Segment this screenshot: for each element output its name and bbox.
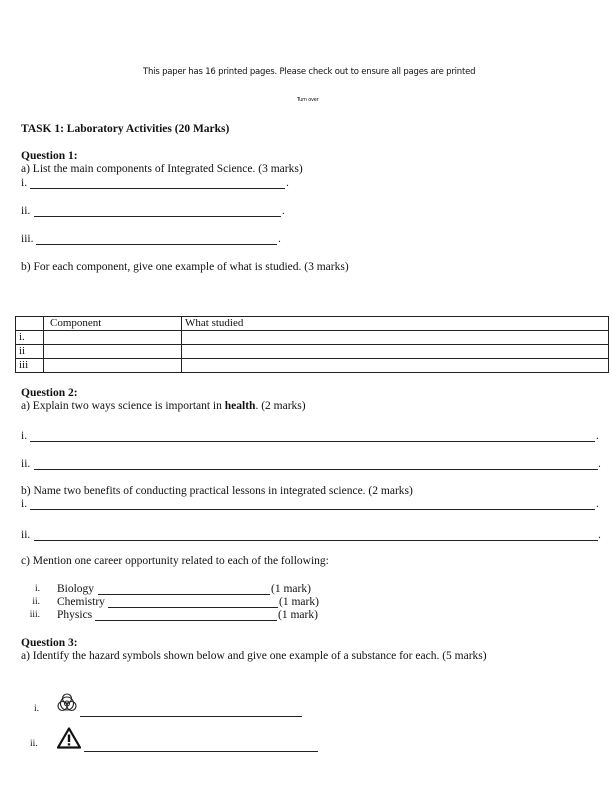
warning-triangle-icon xyxy=(57,727,81,749)
career-line-physics[interactable] xyxy=(95,620,277,621)
row-label: i. xyxy=(16,331,44,345)
q1-answer-line-i[interactable] xyxy=(30,188,285,189)
q2c-text: c) Mention one career opportunity related to each of the following: xyxy=(21,555,329,567)
q1-answer-line-iii[interactable] xyxy=(36,244,277,245)
table-row xyxy=(16,359,609,373)
q1-answer-line-ii[interactable] xyxy=(34,216,281,217)
q2b-label-i: i. xyxy=(21,498,28,510)
q1-label-iii: iii. xyxy=(21,233,34,245)
career-num: iii. xyxy=(29,610,40,620)
table-row xyxy=(16,345,609,359)
career-num: ii. xyxy=(32,597,40,607)
period: . xyxy=(598,529,601,541)
table-header-row xyxy=(16,317,609,331)
q2b-answer-line-ii[interactable] xyxy=(34,540,598,541)
studied-cell[interactable] xyxy=(182,359,609,373)
q2-title: Question 2: xyxy=(21,387,78,399)
career-mark: (1 mark) xyxy=(278,609,318,621)
q2b-text: b) Name two benefits of conducting practical lessons in integrated science. (2 marks) xyxy=(21,485,413,497)
career-subject-biology: Biology xyxy=(57,583,95,595)
q3-title: Question 3: xyxy=(21,637,78,649)
studied-cell[interactable] xyxy=(182,331,609,345)
career-num: i. xyxy=(34,584,40,594)
q2b-label-ii: ii. xyxy=(21,529,31,541)
q1-label-i: i. xyxy=(21,177,28,189)
career-mark: (1 mark) xyxy=(279,596,319,608)
q2a-answer-line-ii[interactable] xyxy=(34,469,598,470)
row-label: ii xyxy=(16,345,44,359)
q3a-text: a) Identify the hazard symbols shown below and give one example of a substance for each. (5 marks) xyxy=(21,650,487,662)
career-subject-chemistry: Chemistry xyxy=(57,596,105,608)
q1-label-ii: ii. xyxy=(21,205,31,217)
component-cell[interactable] xyxy=(44,359,182,373)
q2a-answer-line-i[interactable] xyxy=(30,441,595,442)
period: . xyxy=(596,498,599,510)
row-label: iii xyxy=(16,359,44,373)
hazard-answer-line-i[interactable] xyxy=(80,716,302,717)
period: . xyxy=(598,458,601,470)
q2a-pre: a) Explain two ways science is important in xyxy=(21,400,225,412)
period: . xyxy=(278,233,281,245)
q2a-text xyxy=(21,400,306,413)
q1-title: Question 1: xyxy=(21,150,78,162)
header-what-studied: What studied xyxy=(182,317,609,331)
q2a-post: . (2 marks) xyxy=(255,400,306,412)
career-line-biology[interactable] xyxy=(98,594,270,595)
period: . xyxy=(596,430,599,442)
hazard-num: ii. xyxy=(30,739,38,749)
biohazard-icon xyxy=(56,692,78,714)
hazard-num: i. xyxy=(34,704,40,714)
period: . xyxy=(286,177,289,189)
q1b-text: b) For each component, give one example of what is studied. (3 marks) xyxy=(21,261,349,273)
q2a-label-i: i. xyxy=(21,430,28,442)
header-cell xyxy=(16,317,44,331)
q2a-bold: health xyxy=(224,400,256,412)
period: . xyxy=(282,205,285,217)
career-mark: (1 mark) xyxy=(271,583,311,595)
turn-over: Turn over xyxy=(297,97,319,103)
component-cell[interactable] xyxy=(44,345,182,359)
q1a-text: a) List the main components of Integrated Science. (3 marks) xyxy=(21,163,303,175)
hazard-answer-line-ii[interactable] xyxy=(84,751,318,752)
component-cell[interactable] xyxy=(44,331,182,345)
career-line-chemistry[interactable] xyxy=(108,607,278,608)
printed-pages-notice: This paper has 16 printed pages. Please check out to ensure all pages are printed xyxy=(143,67,476,77)
table-row xyxy=(16,331,609,345)
q2a-label-ii: ii. xyxy=(21,458,31,470)
q2b-answer-line-i[interactable] xyxy=(30,509,595,510)
header-component: Component xyxy=(44,317,182,331)
task-title: TASK 1: Laboratory Activities (20 Marks) xyxy=(21,123,230,135)
components-table xyxy=(15,316,609,373)
career-subject-physics: Physics xyxy=(57,609,93,621)
studied-cell[interactable] xyxy=(182,345,609,359)
